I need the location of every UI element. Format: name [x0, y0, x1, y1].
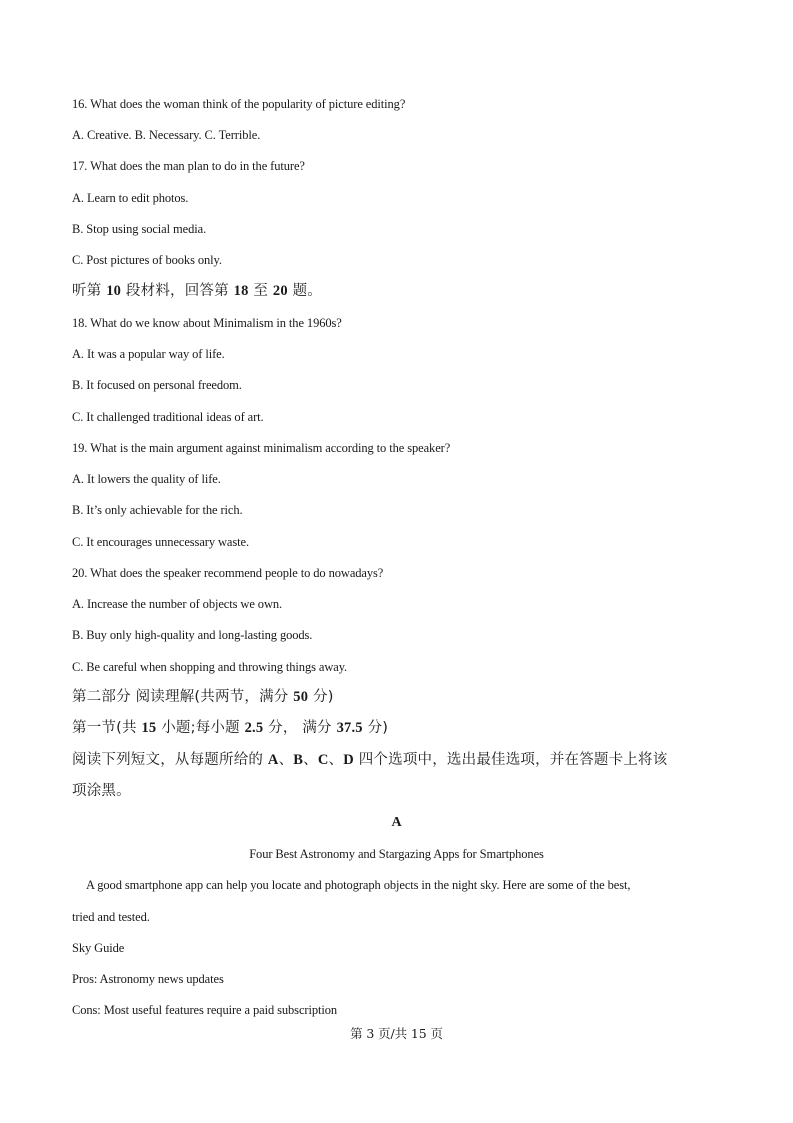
listening-section-header: 听第 10 段材料，回答第 18 至 20 题。: [72, 283, 323, 299]
question-19: 19. What is the main argument against minimalism according to the speaker?: [72, 441, 451, 455]
passage-title: Four Best Astronomy and Stargazing Apps for Smartphones: [249, 847, 544, 861]
question-16: 16. What does the woman think of the popularity of picture editing?: [72, 97, 406, 111]
part-two-header: 第二部分 阅读理解(共两节，满分 50 分): [72, 689, 334, 705]
question-19-option-c: C. It encourages unnecessary waste.: [72, 535, 249, 549]
question-20-option-c: C. Be careful when shopping and throwing things away.: [72, 660, 348, 674]
question-19-option-a: A. It lowers the quality of life.: [72, 472, 221, 486]
question-18: 18. What do we know about Minimalism in the 1960s?: [72, 316, 342, 330]
question-17: 17. What does the man plan to do in the future?: [72, 159, 305, 173]
app-name: Sky Guide: [72, 941, 125, 955]
app-cons: Cons: Most useful features require a paid subscription: [72, 1003, 338, 1017]
page-footer: 第 3 页/共 15 页: [350, 1026, 443, 1041]
question-18-option-b: B. It focused on personal freedom.: [72, 378, 242, 392]
passage-intro-line-2: tried and tested.: [72, 910, 150, 924]
question-17-option-a: A. Learn to edit photos.: [72, 191, 189, 205]
question-20-option-a: A. Increase the number of objects we own.: [72, 597, 283, 611]
instruction-line-2: 项涂黑。: [72, 783, 131, 799]
passage-intro-line-1: A good smartphone app can help you locate and photograph objects in the night sky. Here are some of the best,: [86, 878, 631, 892]
app-pros: Pros: Astronomy news updates: [72, 972, 224, 986]
question-20-option-b: B. Buy only high-quality and long-lasting goods.: [72, 628, 313, 642]
section-one-header: 第一节(共 15 小题;每小题 2.5 分， 满分 37.5 分): [72, 720, 389, 736]
question-18-option-a: A. It was a popular way of life.: [72, 347, 225, 361]
instruction-line-1: 阅读下列短文，从每题所给的 A、B、C、D 四个选项中，选出最佳选项，并在答题卡上将该: [72, 752, 668, 768]
question-19-option-b: B. It’s only achievable for the rich.: [72, 503, 243, 517]
question-20: 20. What does the speaker recommend people to do nowadays?: [72, 566, 384, 580]
question-16-options: A. Creative. B. Necessary. C. Terrible.: [72, 128, 261, 142]
question-18-option-c: C. It challenged traditional ideas of art.: [72, 410, 264, 424]
question-17-option-c: C. Post pictures of books only.: [72, 253, 222, 267]
question-17-option-b: B. Stop using social media.: [72, 222, 207, 236]
passage-letter: A: [391, 815, 402, 830]
